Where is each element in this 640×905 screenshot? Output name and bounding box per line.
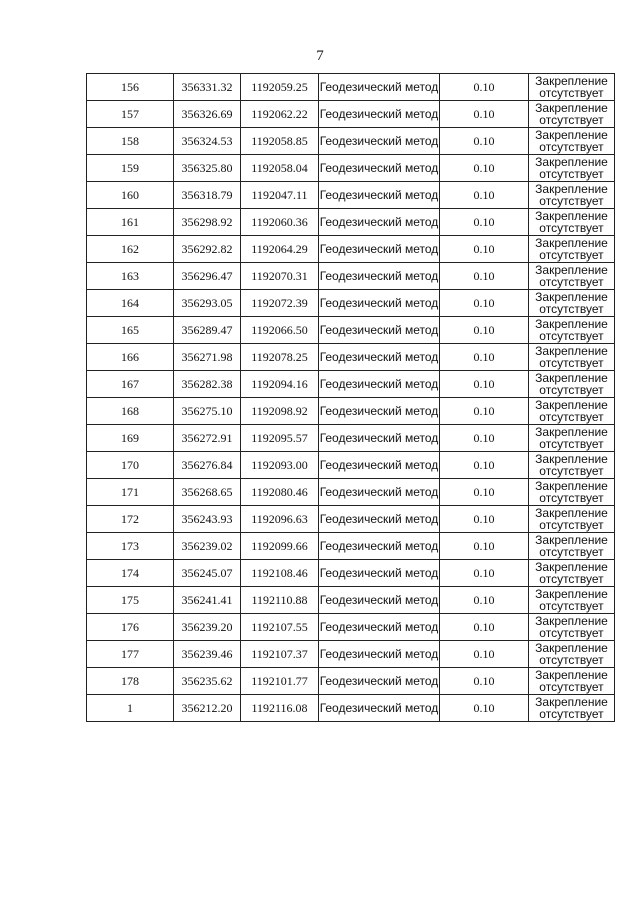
x-coordinate-cell: 356326.69 — [174, 101, 241, 128]
point-number-cell: 158 — [87, 128, 174, 155]
fixation-line-2: отсутствует — [539, 464, 604, 478]
method-cell: Геодезический метод — [319, 182, 440, 209]
x-coordinate-cell: 356292.82 — [174, 236, 241, 263]
table-row — [87, 263, 615, 290]
fixation-line-2: отсутствует — [539, 410, 604, 424]
fixation-cell — [529, 317, 615, 344]
y-coordinate-cell: 1192060.36 — [241, 209, 319, 236]
table-row — [87, 101, 615, 128]
x-coordinate-cell: 356268.65 — [174, 479, 241, 506]
point-number-cell: 156 — [87, 74, 174, 101]
y-coordinate-cell: 1192059.25 — [241, 74, 319, 101]
table-row — [87, 614, 615, 641]
method-cell: Геодезический метод — [319, 128, 440, 155]
point-number-cell: 163 — [87, 263, 174, 290]
method-cell: Геодезический метод — [319, 398, 440, 425]
fixation-line-2: отсутствует — [539, 626, 604, 640]
method-cell: Геодезический метод — [319, 668, 440, 695]
y-coordinate-cell: 1192107.37 — [241, 641, 319, 668]
point-number-cell: 176 — [87, 614, 174, 641]
fixation-line-1: Закрепление — [535, 668, 608, 682]
point-number-cell: 161 — [87, 209, 174, 236]
point-number-cell: 165 — [87, 317, 174, 344]
method-cell: Геодезический метод — [319, 101, 440, 128]
fixation-line-2: отсутствует — [539, 275, 604, 289]
x-coordinate-cell: 356245.07 — [174, 560, 241, 587]
fixation-line-1: Закрепление — [535, 371, 608, 385]
table-row — [87, 344, 615, 371]
fixation-line-1: Закрепление — [535, 533, 608, 547]
fixation-cell — [529, 182, 615, 209]
accuracy-cell: 0.10 — [440, 182, 529, 209]
fixation-cell — [529, 398, 615, 425]
x-coordinate-cell: 356324.53 — [174, 128, 241, 155]
fixation-cell — [529, 614, 615, 641]
accuracy-cell: 0.10 — [440, 290, 529, 317]
fixation-cell — [529, 695, 615, 722]
method-cell: Геодезический метод — [319, 74, 440, 101]
table-row — [87, 452, 615, 479]
x-coordinate-cell: 356298.92 — [174, 209, 241, 236]
accuracy-cell: 0.10 — [440, 398, 529, 425]
fixation-line-1: Закрепление — [535, 263, 608, 277]
accuracy-cell: 0.10 — [440, 641, 529, 668]
y-coordinate-cell: 1192094.16 — [241, 371, 319, 398]
method-cell: Геодезический метод — [319, 317, 440, 344]
method-cell: Геодезический метод — [319, 371, 440, 398]
fixation-line-2: отсутствует — [539, 518, 604, 532]
fixation-cell — [529, 425, 615, 452]
fixation-line-1: Закрепление — [535, 155, 608, 169]
fixation-cell — [529, 452, 615, 479]
accuracy-cell: 0.10 — [440, 74, 529, 101]
x-coordinate-cell: 356296.47 — [174, 263, 241, 290]
fixation-line-1: Закрепление — [535, 425, 608, 439]
method-cell: Геодезический метод — [319, 452, 440, 479]
fixation-line-1: Закрепление — [535, 695, 608, 709]
table-row — [87, 128, 615, 155]
table-row — [87, 317, 615, 344]
table-row — [87, 533, 615, 560]
fixation-line-2: отсутствует — [539, 86, 604, 100]
table-row — [87, 236, 615, 263]
point-number-cell: 169 — [87, 425, 174, 452]
table-row — [87, 290, 615, 317]
table-row — [87, 155, 615, 182]
accuracy-cell: 0.10 — [440, 587, 529, 614]
coordinates-table — [86, 73, 615, 722]
table-row — [87, 506, 615, 533]
y-coordinate-cell: 1192072.39 — [241, 290, 319, 317]
point-number-cell: 1 — [87, 695, 174, 722]
fixation-cell — [529, 641, 615, 668]
fixation-line-2: отсутствует — [539, 599, 604, 613]
y-coordinate-cell: 1192047.11 — [241, 182, 319, 209]
coordinates-table-body — [87, 74, 615, 722]
x-coordinate-cell: 356325.80 — [174, 155, 241, 182]
point-number-cell: 175 — [87, 587, 174, 614]
fixation-line-1: Закрепление — [535, 398, 608, 412]
point-number-cell: 166 — [87, 344, 174, 371]
method-cell: Геодезический метод — [319, 641, 440, 668]
x-coordinate-cell: 356239.46 — [174, 641, 241, 668]
method-cell: Геодезический метод — [319, 695, 440, 722]
fixation-line-1: Закрепление — [535, 182, 608, 196]
fixation-cell — [529, 479, 615, 506]
fixation-line-2: отсутствует — [539, 194, 604, 208]
fixation-line-1: Закрепление — [535, 479, 608, 493]
y-coordinate-cell: 1192080.46 — [241, 479, 319, 506]
y-coordinate-cell: 1192101.77 — [241, 668, 319, 695]
point-number-cell: 170 — [87, 452, 174, 479]
fixation-line-2: отсутствует — [539, 707, 604, 721]
table-row — [87, 695, 615, 722]
accuracy-cell: 0.10 — [440, 209, 529, 236]
fixation-line-2: отсутствует — [539, 680, 604, 694]
fixation-line-2: отсутствует — [539, 383, 604, 397]
method-cell: Геодезический метод — [319, 479, 440, 506]
fixation-cell — [529, 371, 615, 398]
fixation-line-2: отсутствует — [539, 140, 604, 154]
table-row — [87, 479, 615, 506]
method-cell: Геодезический метод — [319, 290, 440, 317]
accuracy-cell: 0.10 — [440, 155, 529, 182]
fixation-line-1: Закрепление — [535, 641, 608, 655]
table-row — [87, 74, 615, 101]
accuracy-cell: 0.10 — [440, 452, 529, 479]
fixation-cell — [529, 155, 615, 182]
fixation-cell — [529, 209, 615, 236]
x-coordinate-cell: 356239.02 — [174, 533, 241, 560]
table-row — [87, 587, 615, 614]
fixation-line-2: отсутствует — [539, 356, 604, 370]
method-cell: Геодезический метод — [319, 263, 440, 290]
point-number-cell: 160 — [87, 182, 174, 209]
table-row — [87, 371, 615, 398]
fixation-line-1: Закрепление — [535, 209, 608, 223]
point-number-cell: 172 — [87, 506, 174, 533]
fixation-line-1: Закрепление — [535, 236, 608, 250]
accuracy-cell: 0.10 — [440, 371, 529, 398]
fixation-cell — [529, 263, 615, 290]
point-number-cell: 178 — [87, 668, 174, 695]
fixation-line-2: отсутствует — [539, 653, 604, 667]
fixation-cell — [529, 344, 615, 371]
x-coordinate-cell: 356276.84 — [174, 452, 241, 479]
accuracy-cell: 0.10 — [440, 425, 529, 452]
y-coordinate-cell: 1192099.66 — [241, 533, 319, 560]
point-number-cell: 171 — [87, 479, 174, 506]
y-coordinate-cell: 1192070.31 — [241, 263, 319, 290]
accuracy-cell: 0.10 — [440, 614, 529, 641]
accuracy-cell: 0.10 — [440, 101, 529, 128]
x-coordinate-cell: 356282.38 — [174, 371, 241, 398]
point-number-cell: 159 — [87, 155, 174, 182]
fixation-cell — [529, 506, 615, 533]
fixation-cell — [529, 128, 615, 155]
x-coordinate-cell: 356239.20 — [174, 614, 241, 641]
table-row — [87, 182, 615, 209]
y-coordinate-cell: 1192058.85 — [241, 128, 319, 155]
table-row — [87, 668, 615, 695]
method-cell: Геодезический метод — [319, 560, 440, 587]
accuracy-cell: 0.10 — [440, 344, 529, 371]
accuracy-cell: 0.10 — [440, 506, 529, 533]
x-coordinate-cell: 356275.10 — [174, 398, 241, 425]
accuracy-cell: 0.10 — [440, 695, 529, 722]
x-coordinate-cell: 356293.05 — [174, 290, 241, 317]
accuracy-cell: 0.10 — [440, 317, 529, 344]
y-coordinate-cell: 1192107.55 — [241, 614, 319, 641]
method-cell: Геодезический метод — [319, 533, 440, 560]
fixation-cell — [529, 290, 615, 317]
point-number-cell: 177 — [87, 641, 174, 668]
point-number-cell: 174 — [87, 560, 174, 587]
x-coordinate-cell: 356212.20 — [174, 695, 241, 722]
fixation-line-1: Закрепление — [535, 128, 608, 142]
table-row — [87, 560, 615, 587]
fixation-cell — [529, 236, 615, 263]
point-number-cell: 168 — [87, 398, 174, 425]
fixation-line-1: Закрепление — [535, 290, 608, 304]
fixation-line-2: отсутствует — [539, 113, 604, 127]
x-coordinate-cell: 356271.98 — [174, 344, 241, 371]
method-cell: Геодезический метод — [319, 506, 440, 533]
table-row — [87, 425, 615, 452]
table-row — [87, 641, 615, 668]
accuracy-cell: 0.10 — [440, 479, 529, 506]
fixation-cell — [529, 101, 615, 128]
method-cell: Геодезический метод — [319, 155, 440, 182]
x-coordinate-cell: 356272.91 — [174, 425, 241, 452]
fixation-line-1: Закрепление — [535, 614, 608, 628]
fixation-line-1: Закрепление — [535, 560, 608, 574]
point-number-cell: 162 — [87, 236, 174, 263]
y-coordinate-cell: 1192108.46 — [241, 560, 319, 587]
fixation-line-1: Закрепление — [535, 344, 608, 358]
fixation-line-2: отсутствует — [539, 329, 604, 343]
fixation-line-1: Закрепление — [535, 506, 608, 520]
y-coordinate-cell: 1192062.22 — [241, 101, 319, 128]
table-row — [87, 209, 615, 236]
y-coordinate-cell: 1192116.08 — [241, 695, 319, 722]
fixation-line-2: отсутствует — [539, 167, 604, 181]
y-coordinate-cell: 1192093.00 — [241, 452, 319, 479]
fixation-line-2: отсутствует — [539, 437, 604, 451]
accuracy-cell: 0.10 — [440, 236, 529, 263]
x-coordinate-cell: 356243.93 — [174, 506, 241, 533]
x-coordinate-cell: 356318.79 — [174, 182, 241, 209]
fixation-line-2: отсутствует — [539, 491, 604, 505]
table-row — [87, 398, 615, 425]
fixation-cell — [529, 587, 615, 614]
y-coordinate-cell: 1192064.29 — [241, 236, 319, 263]
y-coordinate-cell: 1192095.57 — [241, 425, 319, 452]
method-cell: Геодезический метод — [319, 425, 440, 452]
y-coordinate-cell: 1192066.50 — [241, 317, 319, 344]
fixation-line-1: Закрепление — [535, 74, 608, 88]
method-cell: Геодезический метод — [319, 209, 440, 236]
fixation-line-1: Закрепление — [535, 101, 608, 115]
fixation-line-2: отсутствует — [539, 221, 604, 235]
fixation-cell — [529, 74, 615, 101]
fixation-line-1: Закрепление — [535, 587, 608, 601]
x-coordinate-cell: 356241.41 — [174, 587, 241, 614]
accuracy-cell: 0.10 — [440, 533, 529, 560]
point-number-cell: 173 — [87, 533, 174, 560]
y-coordinate-cell: 1192096.63 — [241, 506, 319, 533]
method-cell: Геодезический метод — [319, 344, 440, 371]
accuracy-cell: 0.10 — [440, 560, 529, 587]
fixation-cell — [529, 533, 615, 560]
point-number-cell: 167 — [87, 371, 174, 398]
x-coordinate-cell: 356289.47 — [174, 317, 241, 344]
accuracy-cell: 0.10 — [440, 668, 529, 695]
fixation-cell — [529, 668, 615, 695]
accuracy-cell: 0.10 — [440, 263, 529, 290]
fixation-line-2: отсутствует — [539, 248, 604, 262]
fixation-line-2: отсутствует — [539, 572, 604, 586]
accuracy-cell: 0.10 — [440, 128, 529, 155]
x-coordinate-cell: 356235.62 — [174, 668, 241, 695]
fixation-line-1: Закрепление — [535, 317, 608, 331]
point-number-cell: 164 — [87, 290, 174, 317]
method-cell: Геодезический метод — [319, 236, 440, 263]
method-cell: Геодезический метод — [319, 587, 440, 614]
page-number: 7 — [316, 48, 324, 64]
y-coordinate-cell: 1192110.88 — [241, 587, 319, 614]
method-cell: Геодезический метод — [319, 614, 440, 641]
x-coordinate-cell: 356331.32 — [174, 74, 241, 101]
y-coordinate-cell: 1192098.92 — [241, 398, 319, 425]
fixation-cell — [529, 560, 615, 587]
fixation-line-2: отсутствует — [539, 302, 604, 316]
fixation-line-2: отсутствует — [539, 545, 604, 559]
fixation-line-1: Закрепление — [535, 452, 608, 466]
y-coordinate-cell: 1192078.25 — [241, 344, 319, 371]
y-coordinate-cell: 1192058.04 — [241, 155, 319, 182]
point-number-cell: 157 — [87, 101, 174, 128]
